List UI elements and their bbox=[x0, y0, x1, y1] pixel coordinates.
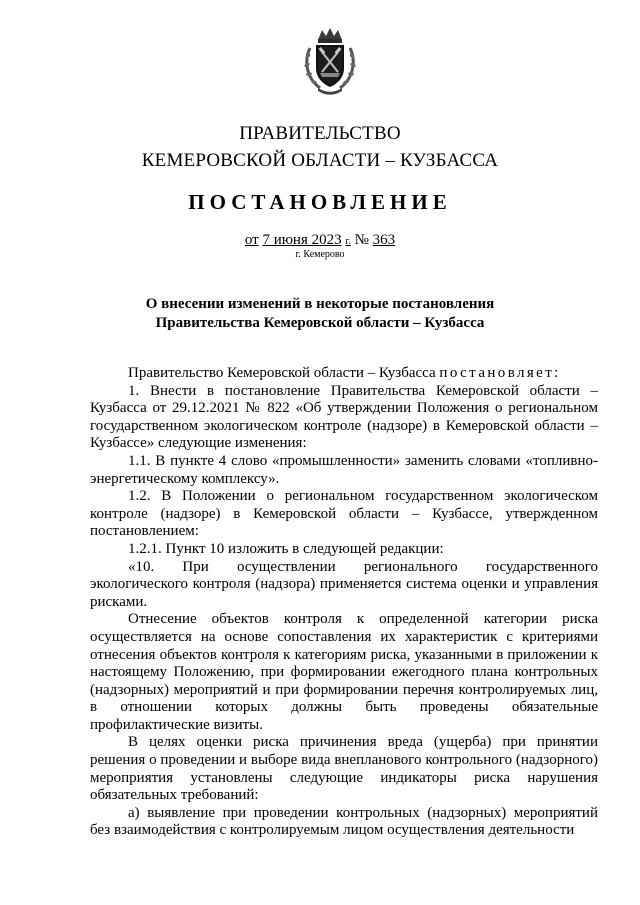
paragraph-10: «10. При осуществлении регионального государственного экологического контроля (надзора) применяется система оценки и управления рисками. bbox=[90, 558, 598, 610]
date-prefix: от bbox=[244, 232, 259, 248]
paragraph-intro bbox=[90, 365, 598, 383]
year-suffix: г. bbox=[345, 236, 351, 247]
date-number-line bbox=[0, 232, 640, 249]
paragraph-risk-indicators: В целях оценки риска причинения вреда (ущерба) при принятии решения о проведении и выборе вида внепланового контрольного (надзорного) мероприятия установлены следующие индикаторы риска нарушения обязательных требований: bbox=[90, 734, 598, 804]
city-name: г. Кемерово bbox=[295, 249, 345, 260]
paragraph-1-2: 1.2. В Положении о региональном государственном экологическом контроле (надзоре) в Кемеровской области – Кузбассе, утвержденном постановлением: bbox=[90, 488, 598, 540]
document-number: 363 bbox=[372, 232, 396, 248]
number-sign: № bbox=[354, 232, 369, 248]
document-body bbox=[90, 365, 598, 840]
paragraph-1-2-1: 1.2.1. Пункт 10 изложить в следующей редакции: bbox=[128, 540, 444, 557]
subject-line1: О внесении изменений в некоторые постановления bbox=[145, 296, 495, 312]
coat-of-arms-emblem bbox=[300, 26, 360, 96]
org-name-line1: ПРАВИТЕЛЬСТВО bbox=[239, 123, 401, 144]
intro-text: Правительство Кемеровской области – Кузбасса bbox=[128, 365, 436, 381]
document-date: 7 июня 2023 bbox=[262, 232, 342, 248]
paragraph-1: 1. Внести в постановление Правительства Кемеровской области – Кузбасса от 29.12.2021 № 822 «Об утверждении Положения о региональном государственном экологическом контроле (надзоре) в Кемеровской области – Кузбассе» следующие изменения: bbox=[90, 382, 598, 452]
paragraph-risk-categories: Отнесение объектов контроля к определенной категории риска осуществляется на основе сопоставления их характеристик с критериями отнесения объектов контроля к категориям риска, указанными в приложении к настоящему Положению, при формировании ежегодного плана контрольных (надзорных) мероприятий и при формировании перечня контролируемых лиц, в отношении которых должны быть проведены обязательные профилактические визиты. bbox=[90, 611, 598, 733]
paragraph-indicator-a: а) выявление при проведении контрольных (надзорных) мероприятий без взаимодействия с контролируемым лицом осуществления деятельности bbox=[90, 804, 598, 839]
org-name-line2: КЕМЕРОВСКОЙ ОБЛАСТИ – КУЗБАССА bbox=[141, 150, 499, 171]
resolves-word: постановляет: bbox=[439, 365, 561, 381]
paragraph-1-1: 1.1. В пункте 4 слово «промышленности» заменить словами «топливно-энергетическому комплексу». bbox=[90, 452, 598, 487]
subject-line2: Правительства Кемеровской области – Кузбасса bbox=[155, 315, 485, 331]
document-type-title: ПОСТАНОВЛЕНИЕ bbox=[188, 190, 452, 214]
